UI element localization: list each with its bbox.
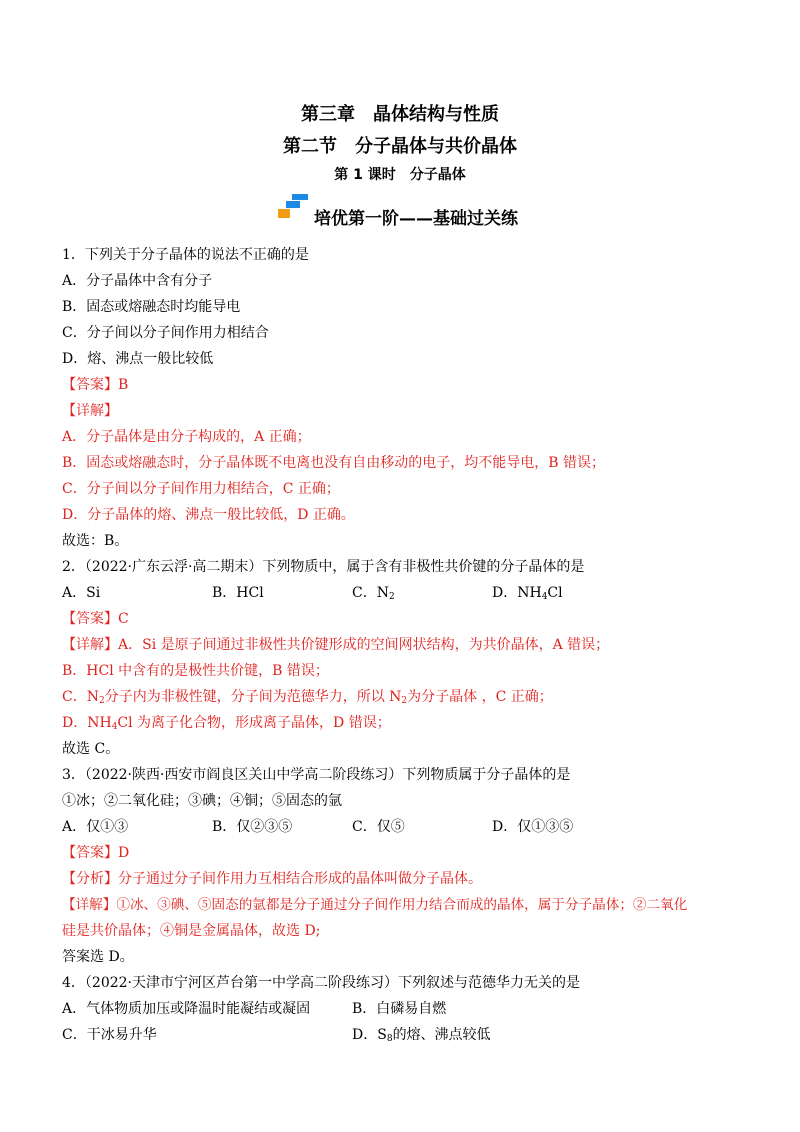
q1-answer: 【答案】B <box>62 377 129 393</box>
q1-conclusion: 故选：B。 <box>62 533 129 549</box>
q1-option-c: C．分子间以分子间作用力相结合 <box>62 325 269 341</box>
q1-detail-tag: 【详解】 <box>62 403 118 419</box>
q2-explain-b: B．HCl 中含有的是极性共价键，B 错误； <box>62 663 329 679</box>
q2-conclusion: 故选 C。 <box>62 741 120 757</box>
q2-detail: 【详解】A．Si 是原子间通过非极性共价键形成的空间网状结构，为共价晶体，A 错误； <box>62 637 610 653</box>
banner-label: 培优第一阶——基础过关练 <box>314 209 518 229</box>
q2-answer: 【答案】C <box>62 611 129 627</box>
q1-option-d: D．熔、沸点一般比较低 <box>62 351 214 367</box>
q2-explain-c-sub2: 2 <box>401 696 408 706</box>
q3-detail-line1: 【详解】①冰、③碘、⑤固态的氩都是分子通过分子间作用力结合而成的晶体，属于分子晶体；②二氧化 <box>62 897 688 913</box>
q2-explain-d-sub: 4 <box>111 722 118 732</box>
q2-option-c <box>352 584 395 606</box>
q2-explain-c-part1: C．N <box>62 689 99 705</box>
q1-explain-c: C．分子间以分子间作用力相结合，C 正确； <box>62 481 340 497</box>
q3-detail-line2: 硅是共价晶体；④铜是金属晶体，故选 D; <box>62 923 321 939</box>
q2-option-a: A．Si <box>62 585 101 601</box>
q2-option-c-text: C．N <box>352 585 389 601</box>
q4-option-d-text: D．S <box>352 1027 387 1043</box>
q3-answer: 【答案】D <box>62 845 130 861</box>
q1-explain-b: B．固态或熔融态时，分子晶体既不电离也没有自由移动的电子，均不能导电，B 错误； <box>62 455 606 471</box>
q2-option-d-text: D．NH <box>492 585 542 601</box>
q2-explain-c <box>62 688 553 710</box>
q4-option-c: C．干冰易升华 <box>62 1027 157 1043</box>
q2-option-c-sub: 2 <box>388 592 395 602</box>
lesson-title: 第 1 课时 分子晶体 <box>334 167 466 183</box>
q2-explain-c-sub1: 2 <box>98 696 105 706</box>
section-title: 第二节 分子晶体与共价晶体 <box>283 136 517 157</box>
q2-option-d-post: Cl <box>547 585 563 601</box>
chapter-title: 第三章 晶体结构与性质 <box>301 104 499 125</box>
q1-explain-d: D．分子晶体的熔、沸点一般比较低，D 正确。 <box>62 507 355 523</box>
q4-option-d-post: 的熔、沸点较低 <box>392 1027 491 1043</box>
q2-explain-d-part2: Cl 为离子化合物，形成离子晶体，D 错误； <box>117 715 391 731</box>
q1-option-a: A．分子晶体中含有分子 <box>62 273 213 289</box>
q2-option-b: B．HCl <box>212 585 264 601</box>
q4-option-b: B．白磷易自燃 <box>352 1001 447 1017</box>
q2-explain-c-part2: 分子内为非极性键，分子间为范德华力，所以 N <box>104 689 402 705</box>
q4-option-d-sub: 8 <box>386 1034 393 1044</box>
q3-conclusion: 答案选 D。 <box>62 949 134 965</box>
q3-items: ①冰；②二氧化硅；③碘；④铜；⑤固态的氩 <box>62 793 342 809</box>
q2-explain-c-part3: 为分子晶体 ，C 正确； <box>407 689 553 705</box>
stairs-icon <box>278 194 312 220</box>
q3-option-d: D．仅①③⑤ <box>492 819 574 835</box>
q1-stem: 1．下列关于分子晶体的说法不正确的是 <box>62 247 309 263</box>
q2-option-d-sub: 4 <box>541 592 548 602</box>
q2-explain-d-part1: D．NH <box>62 715 112 731</box>
q1-explain-a: A．分子晶体是由分子构成的，A 正确； <box>62 429 311 445</box>
q2-explain-d <box>62 714 391 736</box>
q4-option-d <box>352 1026 491 1048</box>
q3-analysis: 【分析】分子通过分子间作用力互相结合形成的晶体叫做分子晶体。 <box>62 871 482 887</box>
q4-option-a: A．气体物质加压或降温时能凝结或凝固 <box>62 1001 311 1017</box>
q3-option-a: A．仅①③ <box>62 819 129 835</box>
q2-stem: 2．（2022·广东云浮·高二期末）下列物质中，属于含有非极性共价键的分子晶体的是 <box>62 559 585 575</box>
q2-option-d <box>492 584 563 606</box>
q1-option-b: B．固态或熔融态时均能导电 <box>62 299 241 315</box>
q3-option-c: C．仅⑤ <box>352 819 405 835</box>
q3-stem: 3．（2022·陕西·西安市阎良区关山中学高二阶段练习）下列物质属于分子晶体的是 <box>62 767 571 783</box>
q4-stem: 4．（2022·天津市宁河区芦台第一中学高二阶段练习）下列叙述与范德华力无关的是 <box>62 975 580 991</box>
q3-option-b: B．仅②③⑤ <box>212 819 293 835</box>
